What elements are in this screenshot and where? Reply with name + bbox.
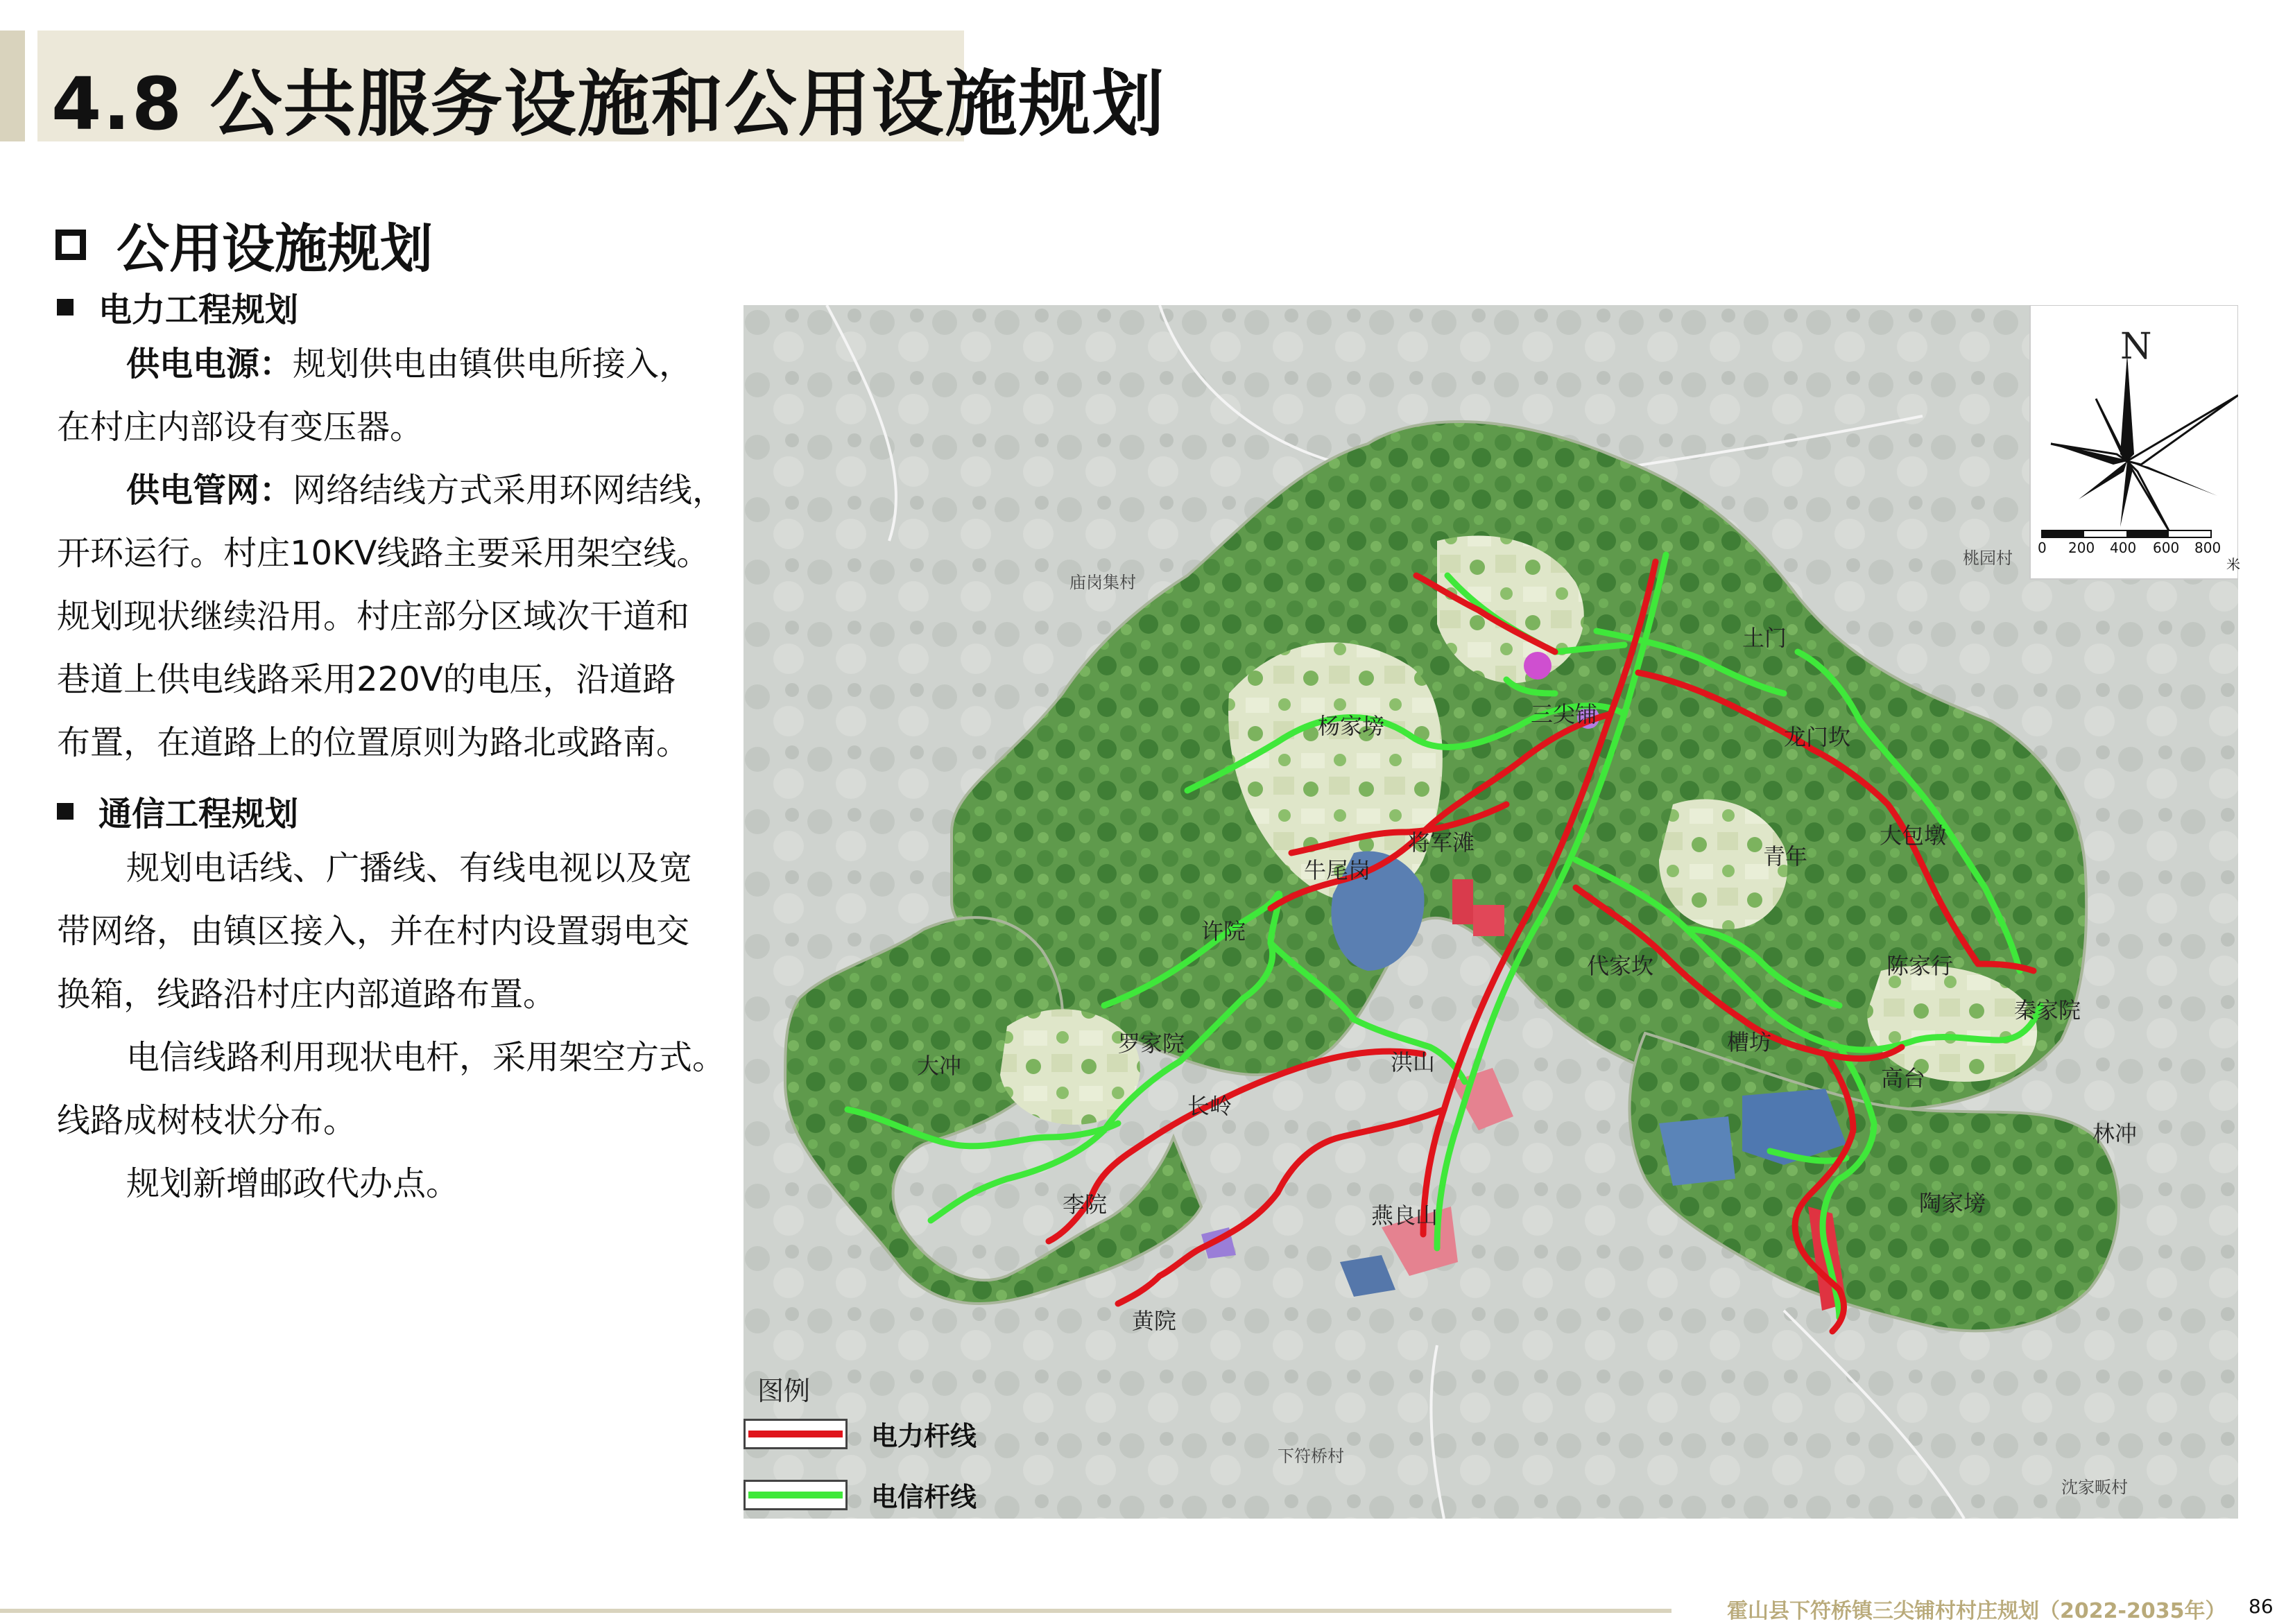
power-network-line5: 布置，在道路上的位置原则为路北或路南。	[57, 723, 690, 762]
legend-item-power	[743, 1415, 977, 1453]
legend-label-power: 电力杆线	[871, 1421, 977, 1451]
map-label: 大包墩	[1880, 822, 1947, 849]
map-label: 长岭	[1187, 1093, 1232, 1119]
map-label: 青年	[1763, 843, 1808, 870]
telecom-paragraph	[57, 837, 764, 1216]
section-heading	[55, 207, 433, 282]
scale-tick-400: 400	[2110, 539, 2137, 556]
map-label: 代家坎	[1587, 953, 1654, 979]
scale-tick-800: 800	[2194, 539, 2221, 556]
telecom-line6: 规划新增邮政代办点。	[126, 1164, 460, 1203]
map-label: 洪山	[1391, 1049, 1436, 1076]
north-label: N	[2120, 326, 2152, 368]
map-label: 土门	[1742, 625, 1787, 651]
map-label-outer: 沈家畈村	[2061, 1478, 2128, 1497]
map-label: 槽坊	[1727, 1029, 1772, 1055]
power-heading-text: 电力工程规划	[98, 291, 299, 329]
page-title: 4.8 公共服务设施和公用设施规划	[51, 62, 1166, 146]
land-use-patch	[1452, 879, 1473, 924]
map-label: 牛尾岗	[1304, 857, 1371, 883]
telecom-heading	[57, 787, 298, 835]
telecom-line5: 线路成树枝状分布。	[57, 1101, 357, 1140]
map-canvas	[743, 305, 2238, 1519]
legend-label-telecom: 电信杆线	[871, 1482, 977, 1512]
map-label: 燕良山	[1371, 1202, 1438, 1229]
telecom-line3: 换箱，线路沿村庄内部道路布置。	[57, 975, 557, 1014]
land-use-patch	[1473, 905, 1504, 936]
map-label-outer: 桃园村	[1963, 548, 2013, 568]
map-label: 三尖铺	[1531, 701, 1598, 727]
telecom-line2: 带网络，由镇区接入，并在村内设置弱电交	[57, 912, 690, 951]
hollow-square-bullet-icon	[55, 230, 86, 260]
scale-unit: 米	[2226, 556, 2240, 573]
map-label: 陶家塝	[1919, 1190, 1986, 1216]
title-accent-bar	[0, 31, 25, 141]
power-network-line3: 规划现状继续沿用。村庄部分区域次干道和	[57, 597, 690, 636]
section-heading-text: 公用设施规划	[117, 218, 433, 279]
telecom-heading-text: 通信工程规划	[98, 795, 299, 833]
map-label: 龙门坎	[1784, 724, 1851, 750]
map-label: 李院	[1063, 1191, 1108, 1218]
utility-map	[743, 305, 2238, 1519]
power-network-line2: 开环运行。村庄10KV线路主要采用架空线。	[57, 534, 710, 573]
page-number: 86	[2249, 1595, 2273, 1618]
power-network-lead: 供电管网：	[126, 471, 293, 510]
map-label: 罗家院	[1118, 1030, 1185, 1057]
power-heading	[57, 283, 298, 331]
title-bar	[0, 31, 1166, 146]
power-source-line2: 在村庄内部设有变压器。	[57, 408, 424, 447]
map-label-outer: 庙岗集村	[1069, 573, 1136, 592]
footer-divider	[0, 1609, 1671, 1613]
scale-bar	[2042, 530, 2211, 537]
power-source-line1: 规划供电由镇供电所接入，	[293, 345, 693, 383]
footer-project-title: 霍山县下符桥镇三尖铺村村庄规划（2022-2035年）	[1727, 1599, 2226, 1623]
map-label: 黄院	[1132, 1308, 1177, 1334]
map-label: 秦家院	[2014, 997, 2081, 1023]
power-network-line4: 巷道上供电线路采用220V的电压，沿道路	[57, 660, 676, 699]
telecom-line4: 电信线路利用现状电杆，采用架空方式。	[126, 1038, 726, 1077]
scale-tick-0: 0	[2038, 539, 2047, 556]
legend-swatch-telecom	[743, 1480, 848, 1510]
legend-title: 图例	[757, 1376, 811, 1406]
map-label: 杨家塝	[1318, 713, 1385, 739]
power-source-lead: 供电电源：	[126, 345, 293, 383]
land-use-patch	[1524, 652, 1552, 680]
map-label: 将军滩	[1408, 829, 1475, 856]
telecom-line1: 规划电话线、广播线、有线电视以及宽	[126, 849, 693, 888]
legend-swatch-power	[743, 1419, 848, 1449]
map-label-outer: 下符桥村	[1278, 1446, 1344, 1466]
square-bullet-icon	[57, 299, 74, 316]
power-network-line1: 网络结线方式采用环网结线，	[293, 471, 726, 510]
map-label: 许院	[1201, 918, 1246, 944]
map-label: 高台	[1881, 1065, 1926, 1091]
map-label: 大冲	[917, 1053, 962, 1079]
scale-tick-600: 600	[2153, 539, 2180, 556]
legend-item-telecom	[743, 1476, 977, 1514]
scale-tick-200: 200	[2068, 539, 2095, 556]
square-bullet-icon	[57, 803, 74, 820]
map-label: 陈家行	[1886, 953, 1954, 979]
power-paragraph	[57, 333, 764, 775]
map-label: 林冲	[2092, 1121, 2138, 1147]
